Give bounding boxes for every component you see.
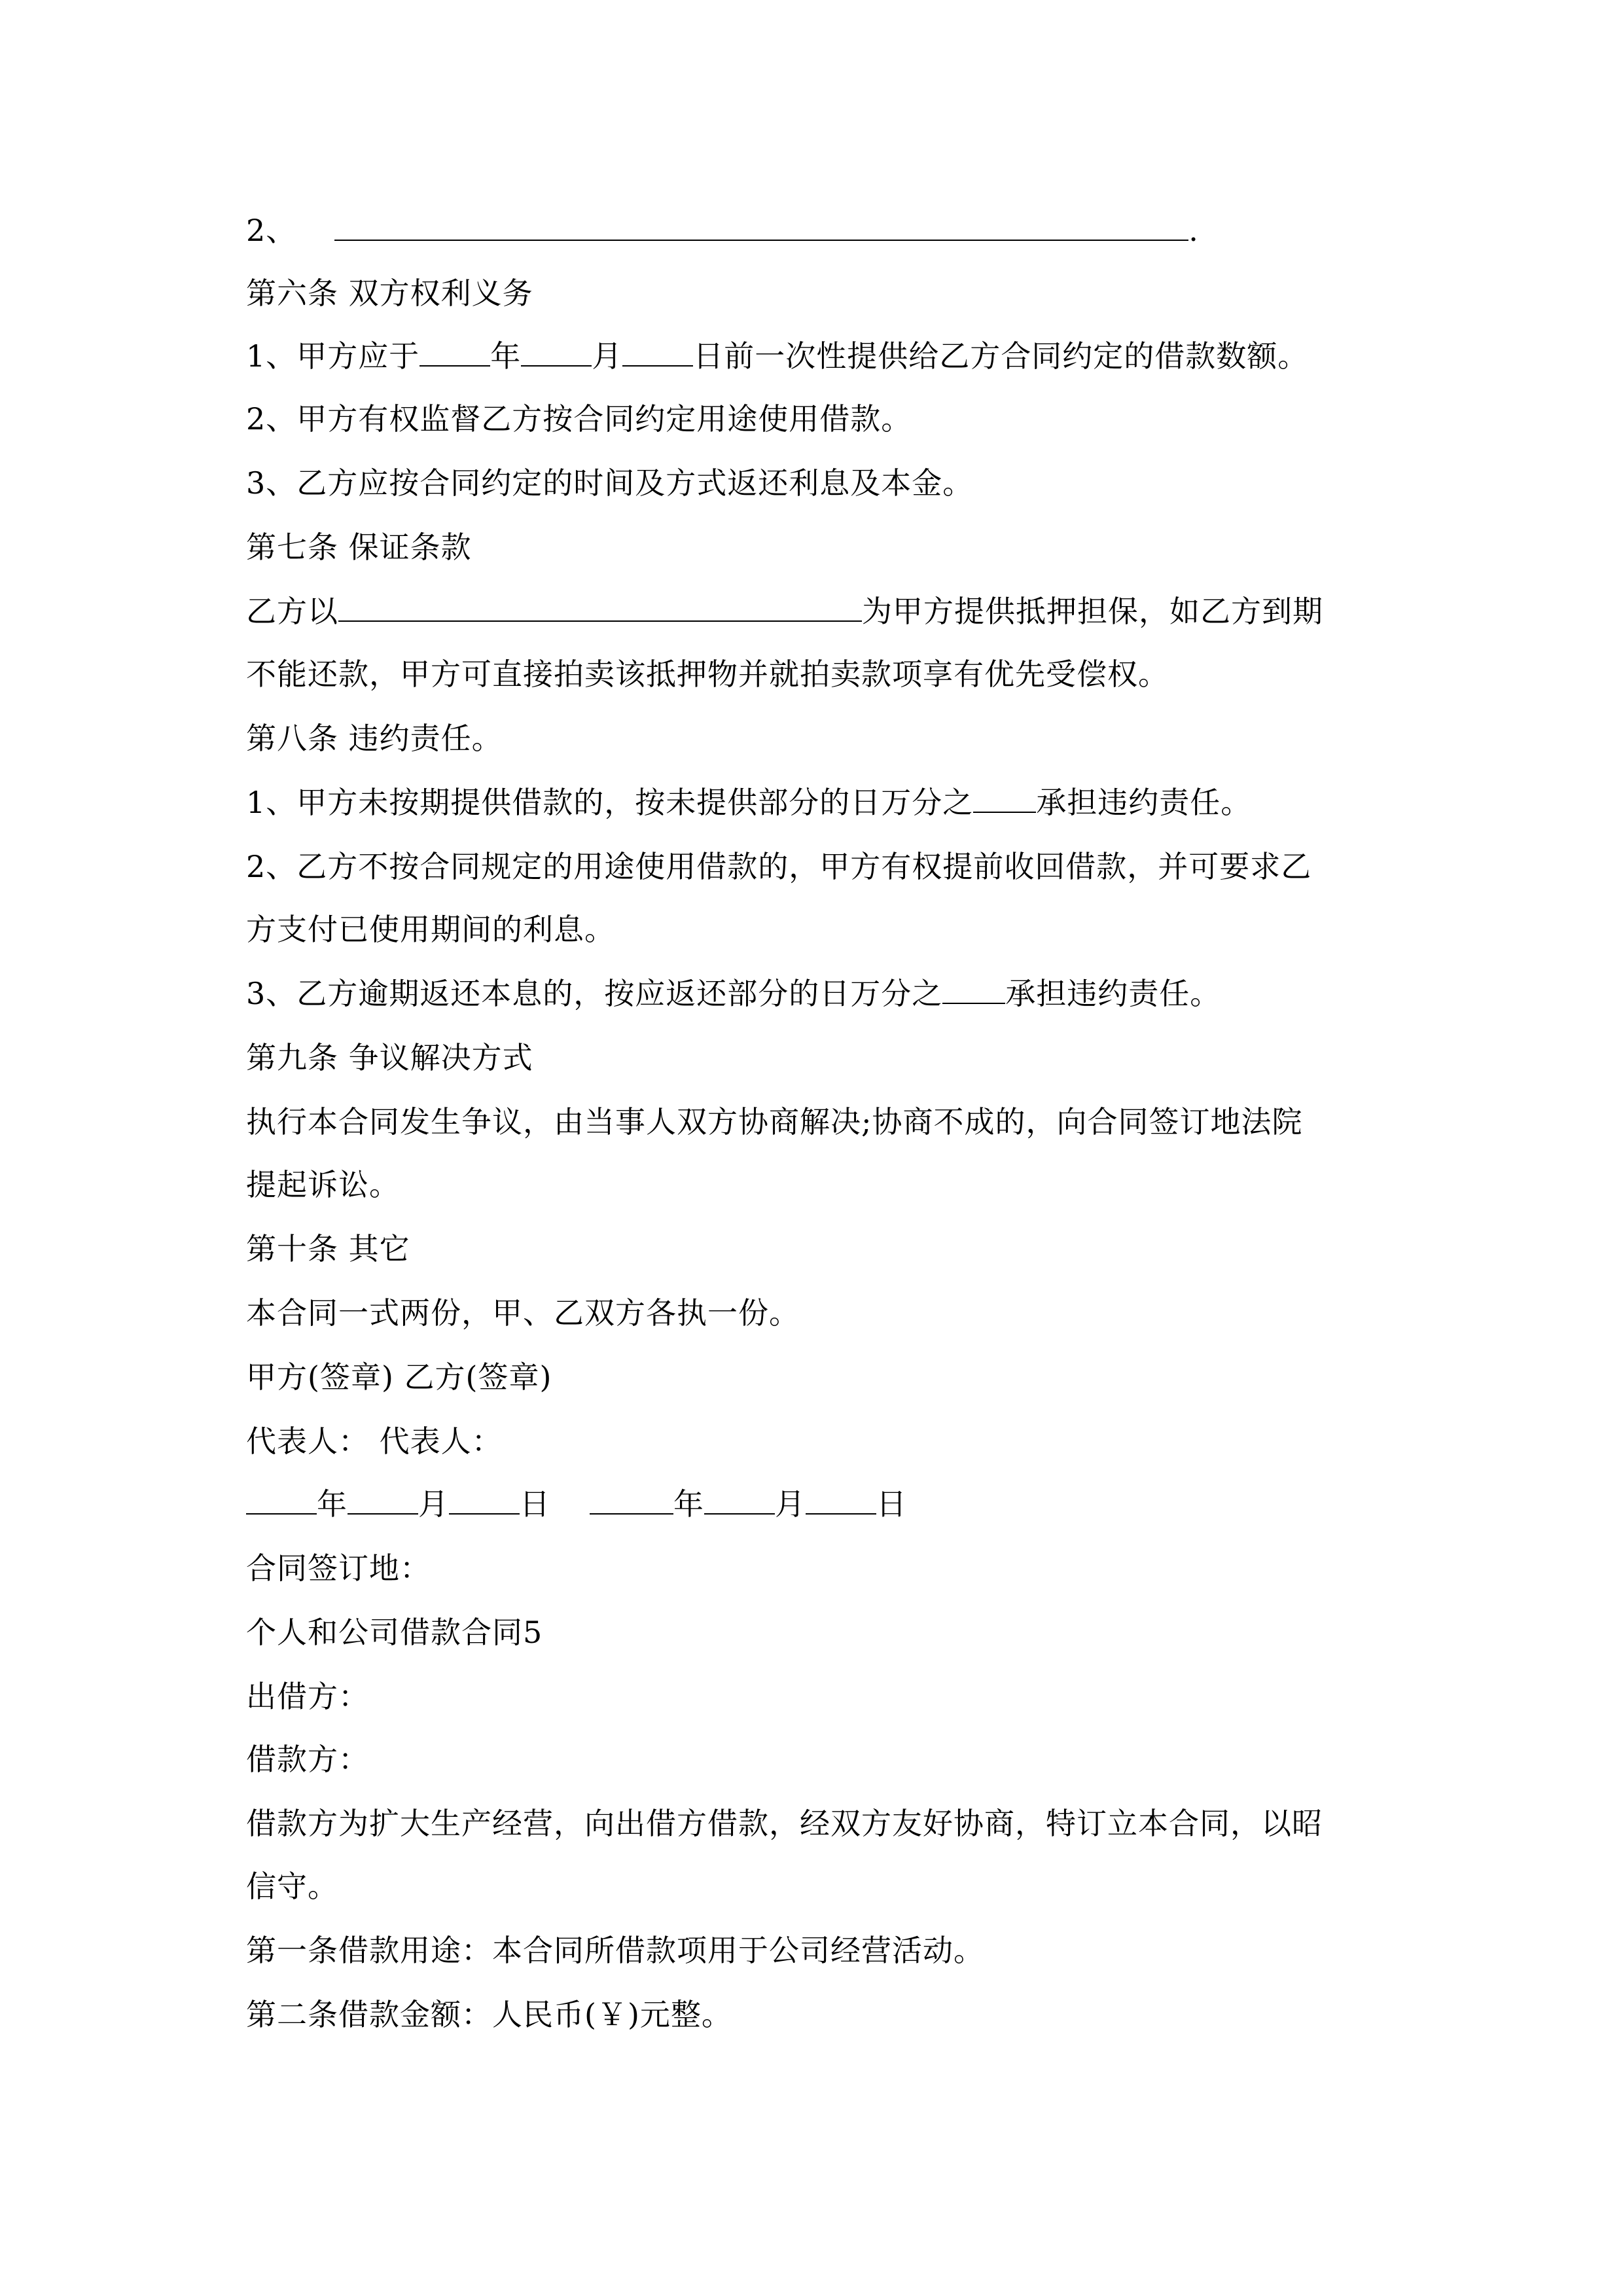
preamble-line-2: 信守。 — [246, 1869, 338, 1904]
clause-8-item-2-line-1: 2、乙方不按合同规定的用途使用借款的，甲方有权提前收回借款，并可要求乙 — [246, 849, 1312, 884]
article-1-purpose: 第一条借款用途：本合同所借款项用于公司经营活动。 — [246, 1933, 984, 1968]
month-blank — [521, 336, 592, 367]
representatives: 代表人： 代表人： — [246, 1424, 503, 1459]
year-label: 年 — [673, 1486, 704, 1522]
day-label: 日 — [520, 1486, 550, 1522]
clause-6-item-1 — [246, 336, 1308, 376]
clause-9-heading: 第九条 争议解决方式 — [246, 1040, 533, 1075]
clause-6-item-2: 2、甲方有权监督乙方按合同约定用途使用借款。 — [246, 401, 912, 437]
contract-title: 个人和公司借款合同5 — [246, 1615, 543, 1650]
text-segment: 承担违约责任。 — [1005, 976, 1221, 1011]
clause-8-item-1 — [246, 783, 1251, 822]
year-blank — [246, 1484, 317, 1515]
line-end-period: . — [1188, 213, 1199, 248]
lender-line: 出借方： — [246, 1679, 369, 1714]
month-label: 月 — [775, 1486, 806, 1522]
clause-9-body-line-2: 提起诉讼。 — [246, 1167, 400, 1202]
signing-dates — [246, 1484, 907, 1524]
year-blank — [590, 1484, 673, 1515]
signing-place: 合同签订地： — [246, 1551, 431, 1586]
text-segment: 承担违约责任。 — [1036, 785, 1252, 820]
month-label: 月 — [418, 1486, 449, 1522]
text-segment: 3、乙方逾期返还本息的，按应返还部分的日万分之 — [246, 976, 943, 1011]
day-blank — [622, 336, 693, 367]
collateral-blank — [338, 592, 862, 622]
clause-8-item-2-line-2: 方支付已使用期间的利息。 — [246, 912, 615, 947]
clause-6-heading: 第六条 双方权利义务 — [246, 276, 533, 311]
text-segment: 1、甲方未按期提供借款的，按未提供部分的日万分之 — [246, 785, 974, 820]
text-segment: 为甲方提供抵押担保，如乙方到期 — [862, 594, 1323, 629]
clause-7-heading: 第七条 保证条款 — [246, 529, 472, 565]
clause-7-body-line-2: 不能还款，甲方可直接拍卖该抵押物并就拍卖款项享有优先受偿权。 — [246, 656, 1169, 692]
clause-9-body-line-1: 执行本合同发生争议，由当事人双方协商解决;协商不成的，向合同签订地法院 — [246, 1104, 1303, 1139]
item-number: 2、 — [246, 213, 297, 248]
month-blank — [348, 1484, 418, 1515]
rate-blank — [942, 974, 1005, 1004]
year-label: 年 — [490, 338, 522, 374]
rate-blank — [973, 783, 1036, 813]
day-blank — [806, 1484, 876, 1515]
clause-10-heading: 第十条 其它 — [246, 1231, 410, 1266]
year-label: 年 — [317, 1486, 348, 1522]
clause-8-item-3 — [246, 974, 1221, 1013]
month-blank — [704, 1484, 775, 1515]
text-segment: 1、甲方应于 — [246, 338, 420, 374]
clause-6-item-3: 3、乙方应按合同约定的时间及方式返还利息及本金。 — [246, 465, 974, 501]
article-2-amount: 第二条借款金额：人民币(￥)元整。 — [246, 1997, 732, 2032]
clause-5-item-2 — [246, 211, 1199, 250]
day-blank — [449, 1484, 520, 1515]
signature-parties: 甲方(签章) 乙方(签章) — [246, 1359, 552, 1395]
clause-8-heading: 第八条 违约责任。 — [246, 721, 503, 756]
month-label: 月 — [592, 338, 623, 374]
preamble-line-1: 借款方为扩大生产经营，向出借方借款，经双方友好协商，特订立本合同，以昭 — [246, 1806, 1323, 1841]
fill-in-blank — [334, 211, 1188, 241]
year-blank — [419, 336, 490, 367]
clause-7-body-line-1 — [246, 592, 1323, 631]
clause-10-body: 本合同一式两份，甲、乙双方各执一份。 — [246, 1295, 800, 1331]
day-label: 日 — [876, 1486, 907, 1522]
borrower-line: 借款方： — [246, 1742, 369, 1777]
text-segment: 乙方以 — [246, 594, 338, 629]
text-segment: 日前一次性提供给乙方合同约定的借款数额。 — [693, 338, 1309, 374]
